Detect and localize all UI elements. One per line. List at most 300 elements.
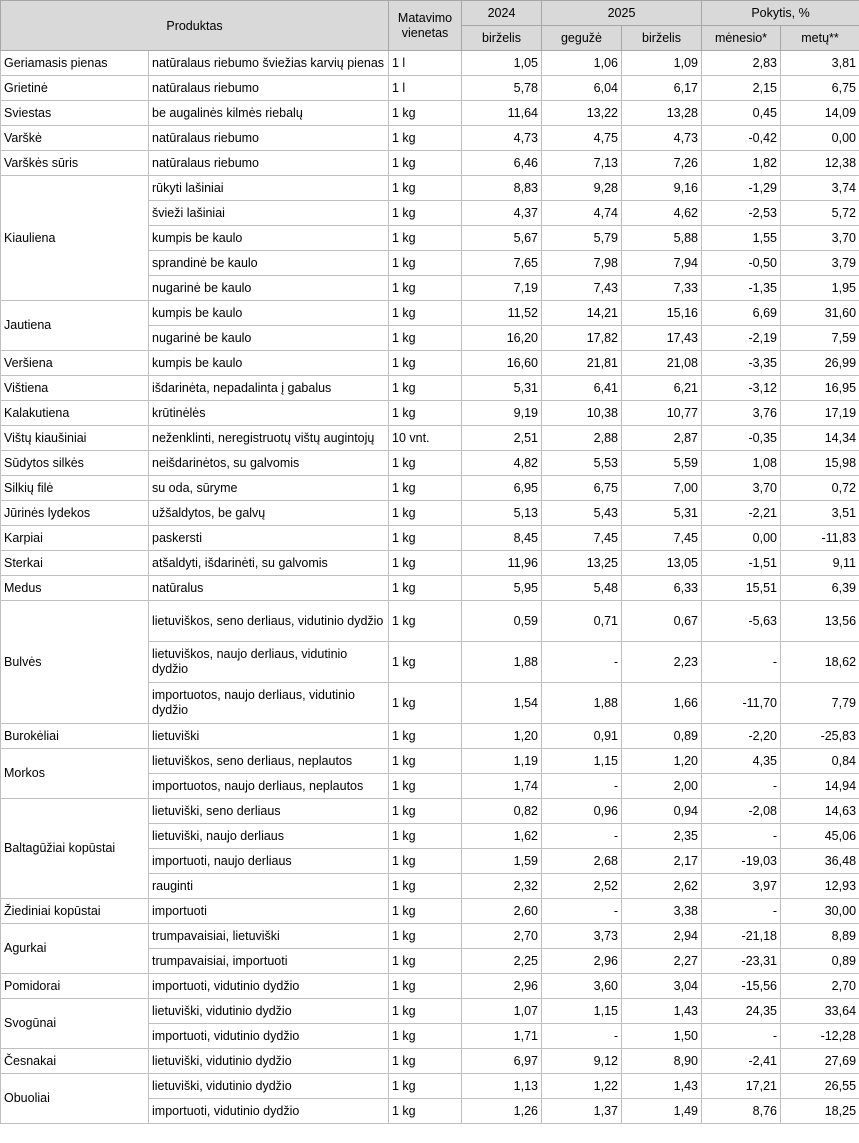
product-description: kumpis be kaulo (149, 301, 389, 326)
price-2025-june: 7,00 (622, 476, 702, 501)
product-name: Geriamasis pienas (1, 51, 149, 76)
price-2025-june: 1,66 (622, 683, 702, 724)
table-row (1, 451, 859, 476)
price-2025-may: 3,73 (542, 924, 622, 949)
unit-cell: 1 kg (389, 576, 462, 601)
change-yearly: 13,56 (781, 601, 859, 642)
header-2025-may: gegužė (542, 26, 622, 51)
price-2025-june: 17,43 (622, 326, 702, 351)
product-name: Pomidorai (1, 974, 149, 999)
product-description: importuotos, naujo derliaus, vidutinio dydžio (149, 683, 389, 724)
header-year-2025: 2025 (542, 1, 702, 26)
unit-cell: 1 l (389, 76, 462, 101)
price-2024-june: 11,96 (462, 551, 542, 576)
price-2025-may: 0,96 (542, 799, 622, 824)
change-monthly: 1,08 (702, 451, 781, 476)
change-monthly: 3,70 (702, 476, 781, 501)
product-description: krūtinėlės (149, 401, 389, 426)
change-yearly: 3,74 (781, 176, 859, 201)
change-yearly: 0,84 (781, 749, 859, 774)
change-yearly: -11,83 (781, 526, 859, 551)
unit-cell: 1 kg (389, 251, 462, 276)
product-description: lietuviški, seno derliaus (149, 799, 389, 824)
price-2024-june: 6,97 (462, 1049, 542, 1074)
price-2025-may: 4,74 (542, 201, 622, 226)
price-2025-june: 1,43 (622, 1074, 702, 1099)
change-yearly: 0,89 (781, 949, 859, 974)
price-2025-june: 7,94 (622, 251, 702, 276)
unit-cell: 1 kg (389, 351, 462, 376)
unit-cell: 1 kg (389, 326, 462, 351)
unit-cell: 1 kg (389, 999, 462, 1024)
price-2025-may: 13,22 (542, 101, 622, 126)
price-2025-june: 15,16 (622, 301, 702, 326)
unit-cell: 1 kg (389, 376, 462, 401)
price-2024-june: 1,05 (462, 51, 542, 76)
price-2025-june: 1,50 (622, 1024, 702, 1049)
change-monthly: 0,45 (702, 101, 781, 126)
price-2025-may: 1,88 (542, 683, 622, 724)
change-monthly: - (702, 899, 781, 924)
table-row (1, 1049, 859, 1074)
price-2025-june: 1,09 (622, 51, 702, 76)
change-yearly: 3,70 (781, 226, 859, 251)
change-monthly: 6,69 (702, 301, 781, 326)
price-2025-june: 2,87 (622, 426, 702, 451)
change-yearly: 26,99 (781, 351, 859, 376)
price-2025-june: 2,62 (622, 874, 702, 899)
change-monthly: 0,00 (702, 526, 781, 551)
unit-cell: 1 kg (389, 126, 462, 151)
table-row (1, 176, 859, 201)
product-name: Burokėliai (1, 724, 149, 749)
product-description: kumpis be kaulo (149, 351, 389, 376)
price-2025-june: 4,73 (622, 126, 702, 151)
unit-cell: 1 kg (389, 924, 462, 949)
price-2025-may: 2,52 (542, 874, 622, 899)
product-description: lietuviškos, seno derliaus, vidutinio dydžio (149, 601, 389, 642)
change-yearly: 6,75 (781, 76, 859, 101)
price-2025-may: 6,75 (542, 476, 622, 501)
table-row (1, 999, 859, 1024)
price-2024-june: 5,31 (462, 376, 542, 401)
change-yearly: 18,25 (781, 1099, 859, 1124)
unit-cell: 1 kg (389, 749, 462, 774)
price-2025-june: 7,26 (622, 151, 702, 176)
table-row (1, 974, 859, 999)
change-yearly: 45,06 (781, 824, 859, 849)
price-2025-may: 1,22 (542, 1074, 622, 1099)
product-description: nugarinė be kaulo (149, 276, 389, 301)
change-monthly: -23,31 (702, 949, 781, 974)
table-row (1, 1074, 859, 1099)
product-name: Vištų kiaušiniai (1, 426, 149, 451)
price-2024-june: 11,64 (462, 101, 542, 126)
unit-cell: 1 kg (389, 276, 462, 301)
unit-cell: 1 kg (389, 526, 462, 551)
table-row (1, 426, 859, 451)
product-description: rūkyti lašiniai (149, 176, 389, 201)
header-product: Produktas (1, 1, 389, 51)
change-monthly: -2,53 (702, 201, 781, 226)
table-header (1, 1, 859, 51)
change-yearly: 9,11 (781, 551, 859, 576)
change-yearly: 26,55 (781, 1074, 859, 1099)
product-description: paskersti (149, 526, 389, 551)
price-2024-june: 2,96 (462, 974, 542, 999)
product-description: importuotos, naujo derliaus, neplautos (149, 774, 389, 799)
unit-cell: 1 kg (389, 1074, 462, 1099)
price-2024-june: 6,46 (462, 151, 542, 176)
product-name: Varškės sūris (1, 151, 149, 176)
price-2025-june: 9,16 (622, 176, 702, 201)
price-2025-may: 4,75 (542, 126, 622, 151)
unit-cell: 1 kg (389, 201, 462, 226)
price-2024-june: 0,82 (462, 799, 542, 824)
price-2025-june: 21,08 (622, 351, 702, 376)
change-monthly: -15,56 (702, 974, 781, 999)
change-yearly: 33,64 (781, 999, 859, 1024)
product-description: nugarinė be kaulo (149, 326, 389, 351)
change-yearly: 7,79 (781, 683, 859, 724)
table-row (1, 51, 859, 76)
unit-cell: 1 kg (389, 176, 462, 201)
unit-cell: 1 kg (389, 476, 462, 501)
product-name: Česnakai (1, 1049, 149, 1074)
price-2024-june: 1,74 (462, 774, 542, 799)
price-2024-june: 7,65 (462, 251, 542, 276)
product-name: Varškė (1, 126, 149, 151)
price-2025-june: 4,62 (622, 201, 702, 226)
product-name: Grietinė (1, 76, 149, 101)
product-description: lietuviški, vidutinio dydžio (149, 1049, 389, 1074)
price-2025-june: 6,33 (622, 576, 702, 601)
unit-cell: 1 kg (389, 849, 462, 874)
product-description: lietuviški, naujo derliaus (149, 824, 389, 849)
price-2025-june: 13,28 (622, 101, 702, 126)
product-name: Svogūnai (1, 999, 149, 1049)
change-monthly: -3,12 (702, 376, 781, 401)
price-2025-june: 10,77 (622, 401, 702, 426)
price-2025-june: 6,21 (622, 376, 702, 401)
price-2024-june: 7,19 (462, 276, 542, 301)
price-2025-june: 8,90 (622, 1049, 702, 1074)
change-yearly: 17,19 (781, 401, 859, 426)
product-description: lietuviškos, naujo derliaus, vidutinio dydžio (149, 642, 389, 683)
product-description: natūralaus riebumo šviežias karvių pienas (149, 51, 389, 76)
change-yearly: 8,89 (781, 924, 859, 949)
price-2025-may: - (542, 824, 622, 849)
price-2025-may: - (542, 899, 622, 924)
product-name: Baltagūžiai kopūstai (1, 799, 149, 899)
product-description: lietuviški, vidutinio dydžio (149, 1074, 389, 1099)
price-2025-june: 2,17 (622, 849, 702, 874)
price-2025-may: 5,48 (542, 576, 622, 601)
price-2025-may: 17,82 (542, 326, 622, 351)
table-row (1, 724, 859, 749)
price-2025-may: 1,15 (542, 999, 622, 1024)
change-yearly: 14,94 (781, 774, 859, 799)
unit-cell: 1 l (389, 51, 462, 76)
change-monthly: -1,51 (702, 551, 781, 576)
price-2025-may: 2,88 (542, 426, 622, 451)
product-name: Jautiena (1, 301, 149, 351)
price-2025-may: 2,96 (542, 949, 622, 974)
change-monthly: 4,35 (702, 749, 781, 774)
price-2024-june: 16,20 (462, 326, 542, 351)
table-row (1, 526, 859, 551)
table-row (1, 749, 859, 774)
product-description: natūralaus riebumo (149, 126, 389, 151)
header-2025-june: birželis (622, 26, 702, 51)
price-2025-may: - (542, 642, 622, 683)
price-2025-may: 0,91 (542, 724, 622, 749)
change-yearly: 7,59 (781, 326, 859, 351)
unit-cell: 1 kg (389, 1049, 462, 1074)
unit-cell: 1 kg (389, 451, 462, 476)
change-yearly: 31,60 (781, 301, 859, 326)
price-2025-may: 9,28 (542, 176, 622, 201)
change-monthly: 3,76 (702, 401, 781, 426)
product-description: švieži lašiniai (149, 201, 389, 226)
change-yearly: -12,28 (781, 1024, 859, 1049)
change-monthly: 2,83 (702, 51, 781, 76)
change-monthly: 24,35 (702, 999, 781, 1024)
change-monthly: -2,41 (702, 1049, 781, 1074)
change-yearly: 27,69 (781, 1049, 859, 1074)
change-monthly: 1,55 (702, 226, 781, 251)
price-2025-june: 7,33 (622, 276, 702, 301)
product-name: Obuoliai (1, 1074, 149, 1124)
change-monthly: -0,42 (702, 126, 781, 151)
product-name: Veršiena (1, 351, 149, 376)
price-2024-june: 16,60 (462, 351, 542, 376)
table-row (1, 576, 859, 601)
product-name: Sterkai (1, 551, 149, 576)
unit-cell: 1 kg (389, 1099, 462, 1124)
table-body (1, 51, 859, 1124)
price-2024-june: 5,67 (462, 226, 542, 251)
header-change-yearly: metų** (781, 26, 859, 51)
price-2025-may: 14,21 (542, 301, 622, 326)
price-2024-june: 1,13 (462, 1074, 542, 1099)
product-description: importuoti (149, 899, 389, 924)
table-row (1, 551, 859, 576)
change-yearly: 14,34 (781, 426, 859, 451)
unit-cell: 1 kg (389, 601, 462, 642)
change-yearly: 1,95 (781, 276, 859, 301)
change-monthly: -2,19 (702, 326, 781, 351)
product-description: natūralaus riebumo (149, 151, 389, 176)
product-name: Kalakutiena (1, 401, 149, 426)
change-monthly: -1,35 (702, 276, 781, 301)
change-monthly: -0,50 (702, 251, 781, 276)
price-2025-may: - (542, 1024, 622, 1049)
change-monthly: -11,70 (702, 683, 781, 724)
table-row (1, 501, 859, 526)
product-description: su oda, sūryme (149, 476, 389, 501)
change-yearly: 14,63 (781, 799, 859, 824)
price-2025-june: 2,35 (622, 824, 702, 849)
unit-cell: 1 kg (389, 226, 462, 251)
price-2024-june: 5,78 (462, 76, 542, 101)
price-2024-june: 11,52 (462, 301, 542, 326)
price-2024-june: 5,13 (462, 501, 542, 526)
unit-cell: 1 kg (389, 401, 462, 426)
price-2025-june: 0,89 (622, 724, 702, 749)
change-monthly: - (702, 642, 781, 683)
unit-cell: 1 kg (389, 642, 462, 683)
change-yearly: 36,48 (781, 849, 859, 874)
product-name: Agurkai (1, 924, 149, 974)
unit-cell: 1 kg (389, 949, 462, 974)
price-2025-june: 2,27 (622, 949, 702, 974)
change-yearly: 16,95 (781, 376, 859, 401)
table-row (1, 101, 859, 126)
price-2025-may: 7,43 (542, 276, 622, 301)
change-yearly: 3,51 (781, 501, 859, 526)
header-change: Pokytis, % (702, 1, 859, 26)
change-yearly: 14,09 (781, 101, 859, 126)
table-row (1, 601, 859, 642)
product-description: trumpavaisiai, importuoti (149, 949, 389, 974)
product-name: Kiauliena (1, 176, 149, 301)
change-yearly: 30,00 (781, 899, 859, 924)
price-2025-may: 3,60 (542, 974, 622, 999)
table-row (1, 126, 859, 151)
change-monthly: 3,97 (702, 874, 781, 899)
header-unit: Matavimo vienetas (389, 1, 462, 51)
table-row (1, 899, 859, 924)
product-description: atšaldyti, išdarinėti, su galvomis (149, 551, 389, 576)
change-monthly: -1,29 (702, 176, 781, 201)
price-2025-may: 7,13 (542, 151, 622, 176)
product-description: užšaldytos, be galvų (149, 501, 389, 526)
product-description: importuoti, vidutinio dydžio (149, 1024, 389, 1049)
price-2025-june: 5,88 (622, 226, 702, 251)
product-description: rauginti (149, 874, 389, 899)
product-description: importuoti, naujo derliaus (149, 849, 389, 874)
price-2025-may: 13,25 (542, 551, 622, 576)
product-name: Karpiai (1, 526, 149, 551)
price-2024-june: 4,73 (462, 126, 542, 151)
price-2024-june: 1,54 (462, 683, 542, 724)
change-monthly: -2,08 (702, 799, 781, 824)
change-yearly: 12,38 (781, 151, 859, 176)
change-yearly: 3,81 (781, 51, 859, 76)
table-row (1, 76, 859, 101)
price-2025-may: 7,98 (542, 251, 622, 276)
price-2025-june: 0,94 (622, 799, 702, 824)
price-2024-june: 2,32 (462, 874, 542, 899)
table-row (1, 301, 859, 326)
product-name: Silkių filė (1, 476, 149, 501)
table-row (1, 924, 859, 949)
change-monthly: 15,51 (702, 576, 781, 601)
price-2025-may: 9,12 (542, 1049, 622, 1074)
price-2025-june: 5,59 (622, 451, 702, 476)
header-2024-june: birželis (462, 26, 542, 51)
price-2025-may: - (542, 774, 622, 799)
unit-cell: 1 kg (389, 874, 462, 899)
price-2024-june: 1,88 (462, 642, 542, 683)
price-2025-may: 2,68 (542, 849, 622, 874)
unit-cell: 1 kg (389, 824, 462, 849)
header-change-monthly: mėnesio* (702, 26, 781, 51)
price-2024-june: 2,70 (462, 924, 542, 949)
price-2025-may: 6,04 (542, 76, 622, 101)
product-description: išdarinėta, nepadalinta į gabalus (149, 376, 389, 401)
change-monthly: -2,20 (702, 724, 781, 749)
price-2025-may: 5,79 (542, 226, 622, 251)
change-yearly: 15,98 (781, 451, 859, 476)
change-yearly: 18,62 (781, 642, 859, 683)
change-monthly: -0,35 (702, 426, 781, 451)
product-description: natūralus (149, 576, 389, 601)
product-description: neženklinti, neregistruotų vištų augintojų (149, 426, 389, 451)
product-name: Vištiena (1, 376, 149, 401)
change-yearly: 5,72 (781, 201, 859, 226)
change-yearly: 12,93 (781, 874, 859, 899)
unit-cell: 1 kg (389, 899, 462, 924)
product-description: neišdarinėtos, su galvomis (149, 451, 389, 476)
product-name: Medus (1, 576, 149, 601)
change-monthly: 17,21 (702, 1074, 781, 1099)
price-2025-may: 5,53 (542, 451, 622, 476)
unit-cell: 1 kg (389, 1024, 462, 1049)
change-yearly: 6,39 (781, 576, 859, 601)
change-yearly: -25,83 (781, 724, 859, 749)
price-2025-may: 6,41 (542, 376, 622, 401)
product-name: Sviestas (1, 101, 149, 126)
change-yearly: 3,79 (781, 251, 859, 276)
price-2025-june: 0,67 (622, 601, 702, 642)
unit-cell: 10 vnt. (389, 426, 462, 451)
price-2024-june: 1,26 (462, 1099, 542, 1124)
product-description: trumpavaisiai, lietuviški (149, 924, 389, 949)
product-name: Žiediniai kopūstai (1, 899, 149, 924)
price-2025-june: 13,05 (622, 551, 702, 576)
price-2024-june: 4,37 (462, 201, 542, 226)
product-name: Bulvės (1, 601, 149, 724)
price-2024-june: 1,71 (462, 1024, 542, 1049)
price-2024-june: 1,07 (462, 999, 542, 1024)
product-description: natūralaus riebumo (149, 76, 389, 101)
product-description: lietuviškos, seno derliaus, neplautos (149, 749, 389, 774)
product-description: importuoti, vidutinio dydžio (149, 1099, 389, 1124)
change-monthly: -3,35 (702, 351, 781, 376)
product-description: be augalinės kilmės riebalų (149, 101, 389, 126)
change-yearly: 0,72 (781, 476, 859, 501)
price-2025-may: 7,45 (542, 526, 622, 551)
price-2025-may: 1,15 (542, 749, 622, 774)
unit-cell: 1 kg (389, 151, 462, 176)
price-2025-june: 2,23 (622, 642, 702, 683)
unit-cell: 1 kg (389, 724, 462, 749)
price-2025-june: 1,49 (622, 1099, 702, 1124)
product-description: lietuviški, vidutinio dydžio (149, 999, 389, 1024)
product-description: importuoti, vidutinio dydžio (149, 974, 389, 999)
product-name: Morkos (1, 749, 149, 799)
price-2024-june: 1,59 (462, 849, 542, 874)
price-2024-june: 2,25 (462, 949, 542, 974)
price-2025-june: 2,94 (622, 924, 702, 949)
change-monthly: -5,63 (702, 601, 781, 642)
unit-cell: 1 kg (389, 683, 462, 724)
unit-cell: 1 kg (389, 551, 462, 576)
price-2025-may: 10,38 (542, 401, 622, 426)
price-2024-june: 5,95 (462, 576, 542, 601)
